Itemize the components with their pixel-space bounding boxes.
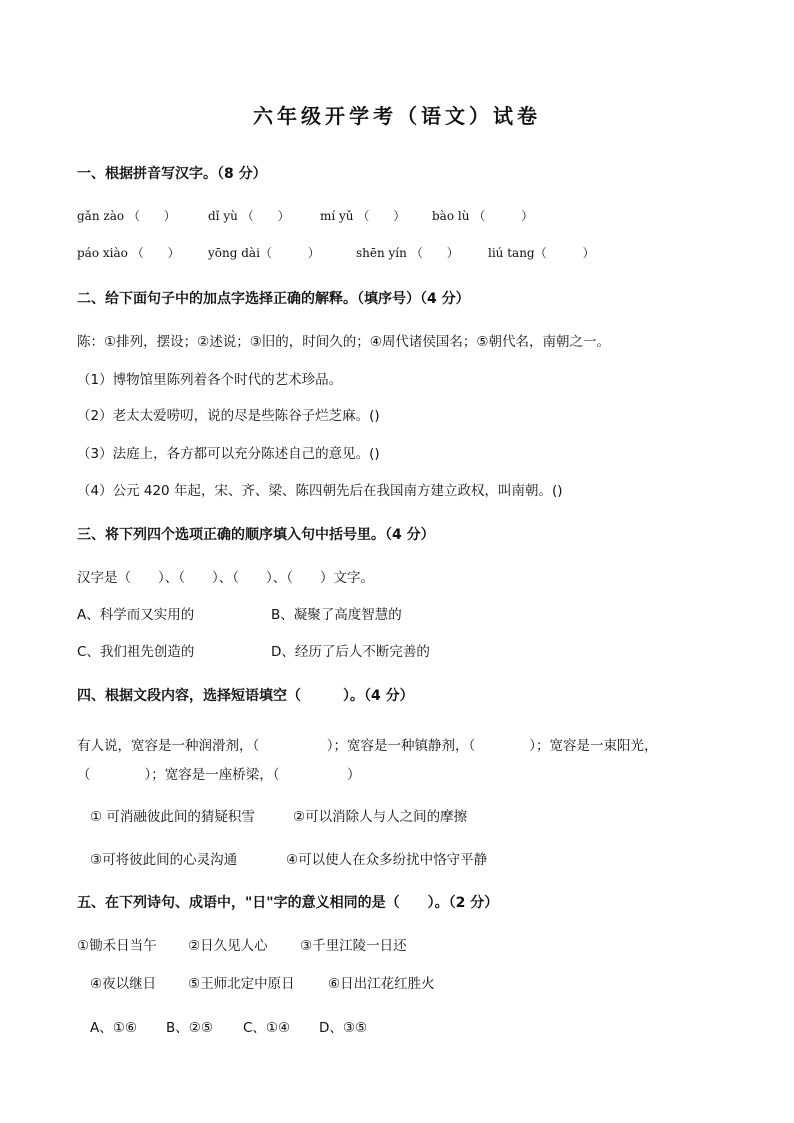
phrase-item: ②日久见人心 <box>188 938 268 954</box>
phrase-item: ⑥日出江花红胜火 <box>328 976 435 992</box>
answer-choice-c: C、①④ <box>243 1020 291 1036</box>
question-2: （2）老太太爱唠叨，说的尽是些陈谷子烂芝麻。() <box>77 408 380 424</box>
fill-sentence: 汉字是（ ）、（ ）、（ ）、（ ）文字。 <box>77 570 374 586</box>
option-c: C、我们祖先创造的 <box>77 644 195 660</box>
pinyin-item: mí yǔ （ ） <box>320 209 406 223</box>
section-4-heading: 四、根据文段内容，选择短语填空（ ）。（4 分） <box>77 688 414 704</box>
question-1: （1）博物馆里陈列着各个时代的艺术珍品。 <box>77 372 343 388</box>
option-d: D、经历了后人不断完善的 <box>271 644 430 660</box>
pinyin-item: liú tang（ ） <box>488 246 595 260</box>
phrase-option-2: ②可以消除人与人之间的摩擦 <box>293 809 468 825</box>
section-1-heading: 一、根据拼音写汉字。（8 分） <box>77 166 267 182</box>
question-4: （4）公元 420 年起，宋、齐、梁、陈四朝先后在我国南方建立政权，叫南朝。() <box>77 483 563 499</box>
phrase-option-3: ③可将彼此间的心灵沟通 <box>90 852 238 868</box>
answer-choice-b: B、②⑤ <box>166 1020 213 1036</box>
pinyin-item: yōng dài（ ） <box>208 246 320 260</box>
pinyin-item: bào lù （ ） <box>432 209 534 223</box>
pinyin-item: gǎn zào （ ） <box>77 209 176 223</box>
question-3: （3）法庭上，各方都可以充分陈述自己的意见。() <box>77 446 380 462</box>
paragraph-line-2: （ ）；宽容是一座桥梁，（ ） <box>77 767 361 783</box>
phrase-item: ①锄禾日当午 <box>77 938 157 954</box>
definitions: 陈：①排列，摆设；②述说；③旧的，时间久的；④周代诸侯国名；⑤朝代名，南朝之一。 <box>77 334 611 350</box>
option-b: B、凝聚了高度智慧的 <box>271 607 402 623</box>
phrase-item: ③千里江陵一日还 <box>300 938 407 954</box>
pinyin-item: páo xiào （ ） <box>77 246 180 260</box>
section-3-heading: 三、将下列四个选项正确的顺序填入句中括号里。（4 分） <box>77 527 435 543</box>
phrase-item: ④夜以继日 <box>90 976 157 992</box>
phrase-option-4: ④可以使人在众多纷扰中恪守平静 <box>286 852 488 868</box>
section-5-heading: 五、在下列诗句、成语中，"日"字的意义相同的是（ ）。（2 分） <box>77 895 499 911</box>
pinyin-item: shēn yín （ ） <box>356 246 459 260</box>
pinyin-item: dǐ yù （ ） <box>208 209 290 223</box>
exam-title: 六年级开学考（语文）试卷 <box>253 104 541 128</box>
answer-choice-a: A、①⑥ <box>90 1020 137 1036</box>
phrase-option-1: ① 可消融彼此间的猜疑积雪 <box>90 809 255 825</box>
option-a: A、科学而又实用的 <box>77 607 195 623</box>
answer-choice-d: D、③⑤ <box>319 1020 368 1036</box>
phrase-item: ⑤王师北定中原日 <box>188 976 295 992</box>
section-2-heading: 二、给下面句子中的加点字选择正确的解释。（填序号）（4 分） <box>77 291 470 307</box>
paragraph-line-1: 有人说，宽容是一种润滑剂，（ ）；宽容是一种镇静剂，（ ）；宽容是一束阳光， <box>77 738 658 754</box>
